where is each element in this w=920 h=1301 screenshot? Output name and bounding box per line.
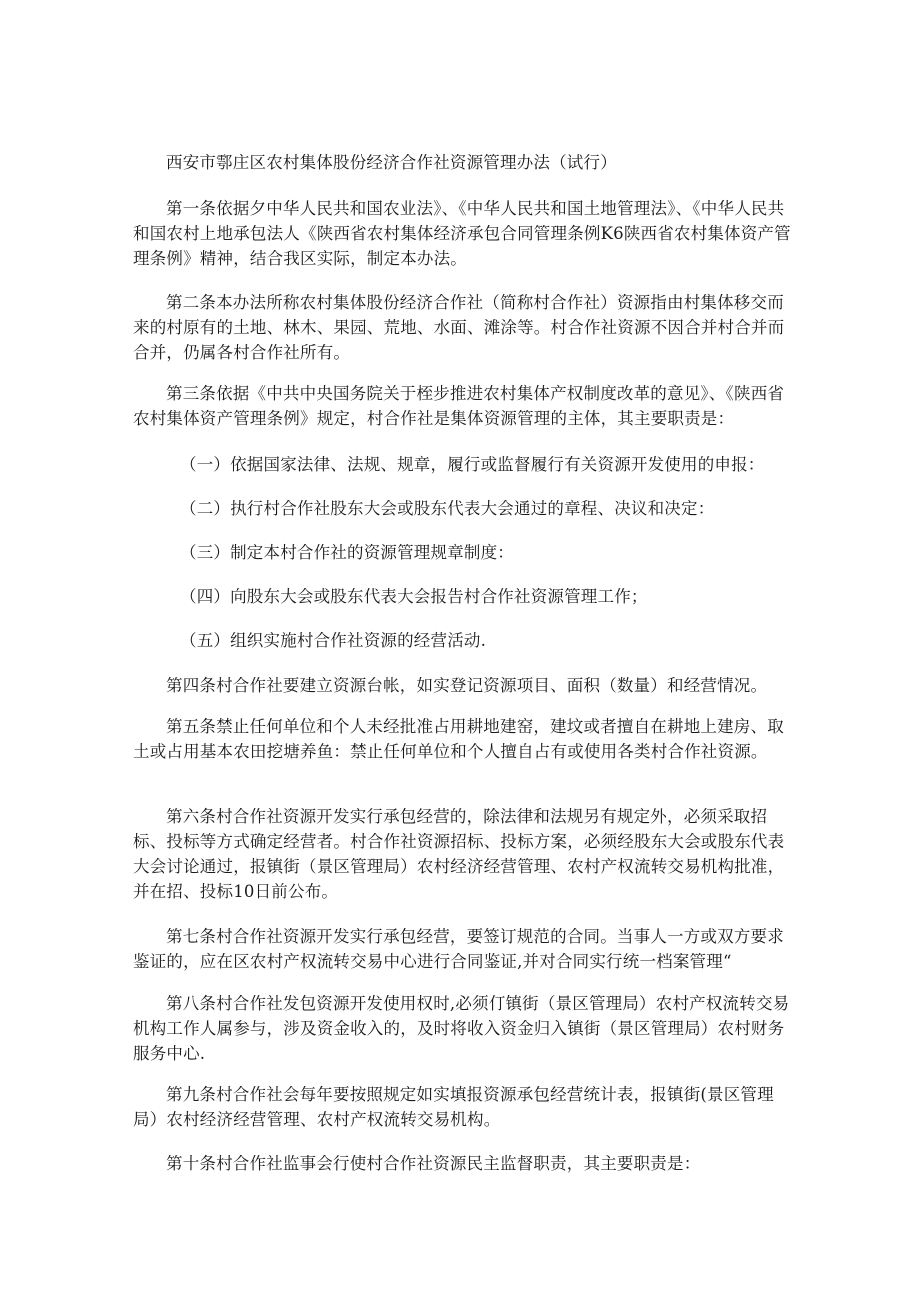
article-10: 第十条村合作社监事会行使村合作社资源民主监督职责，其主要职责是： (166, 1154, 701, 1173)
document-title: 西安市鄠庄区农村集体股份经济合作社资源管理办法（试行） (166, 153, 617, 172)
article-5: 第五条禁止任何单位和个人未经批准占用耕地建窑，建坟或者擅自在耕地上建房、取土或占用基本农田挖塘养鱼：禁止任何单位和个人擅自占有或使用各类村合作社资源。 (133, 717, 784, 761)
article-4: 第四条村合作社要建立资源台帐，如实登记资源项目、面积（数量）和经营情况。 (166, 676, 768, 695)
article-6: 第六条村合作社资源开发实行承包经营的，除法律和法规另有规定外，必须采取招标、投标等方式确定经营者。村合作社资源招标、投标方案，必须经股东大会或股东代表大会讨论通过，报镇街（景区管理局）农村经济经营管理、农村产权流转交易机构批准，并在招、投标10日前公布。 (133, 807, 785, 901)
list-item-3: （三）制定本村合作社的资源管理规章制度： (180, 543, 514, 562)
list-item-2: （二）执行村合作社股东大会或股东代表大会通过的章程、决议和决定： (180, 499, 715, 518)
list-item-5: （五）组织实施村合作社资源的经营活动. (180, 631, 487, 650)
article-9: 第九条村合作社会每年要按照规定如实填报资源承包经营统计表，报镇街(景区管理局）农村经济经营管理、农村产权流转交易机构。 (133, 1085, 774, 1129)
article-7: 第七条村合作社资源开发实行承包经营，要签订规范的合同。当事人一方或双方要求鉴证的，应在区农村产权流转交易中心进行合同鉴证,并对合同实行统一档案管理“ (133, 927, 784, 971)
article-3: 第三条依据《中共中央国务院关于桎步推进农村集体产权制度改革的意见》、《陕西省农村集体资产管理条例》规定，村合作社是集体资源管理的主体，其主要职责是： (133, 384, 785, 428)
list-item-1: （一）依据国家法律、法规、规章，履行或监督履行有关资源开发使用的申报： (180, 455, 765, 474)
article-1: 第一条依据夕中华人民共和国农业法》、《中华人民共和国土地管理法》、《中华人民共和国农村上地承包法人《陕西省农村集体经济承包合同管理条例K6陕西省农村集体资产管理条例》精神，结合我区实际，制定本办法。 (133, 199, 791, 268)
article-8: 第八条村合作社发包资源开发使用权时,必须仃镇街（景区管理局）农村产权流转交易机构工作人属参与，涉及资金收入的，及时将收入资金归入镇街（景区管理局）农村财务服务中心. (133, 994, 790, 1063)
list-item-4: （四）向股东大会或股东代表大会报告村合作社资源管理工作； (180, 587, 648, 606)
article-2: 第二条本办法所称农村集体股份经济合作社（简称村合作社）资源指由村集体移交而来的村原有的土地、林木、果园、荒地、水面、滩涂等。村合作社资源不因合并村合并而合并，仍属各村合作社所有。 (133, 293, 785, 362)
